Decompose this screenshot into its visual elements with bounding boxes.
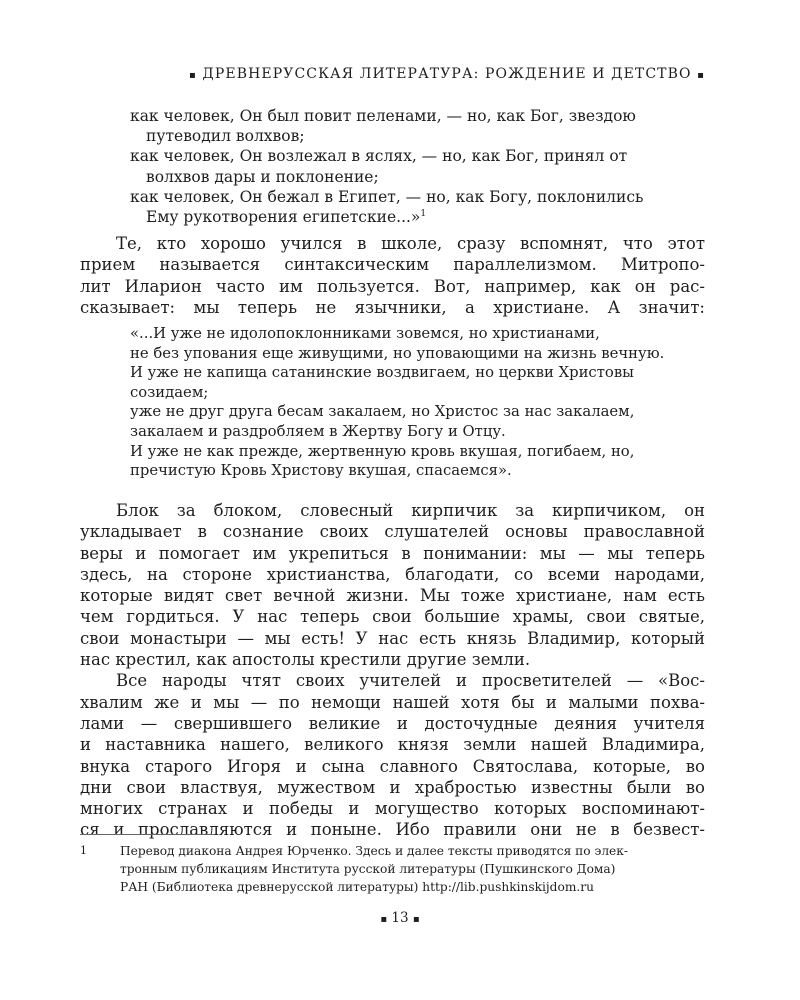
quote-line: как человек, Он возлежал в яслях, — но, как Бог, принял от: [130, 147, 628, 166]
paragraph-line: лами — свершившего великие и досточудные деяния учителя: [80, 713, 705, 733]
header-bullet-left: ▪: [188, 70, 197, 81]
quote-line: уже не друг друга бесам закалаем, но Христос за нас закалаем,: [130, 403, 635, 421]
quote-line: путеводил волхвов;: [146, 127, 305, 146]
footnote-text: [120, 842, 705, 896]
paragraph-line: Блок за блоком, словесный кирпичик за кирпичиком, он: [116, 501, 705, 520]
quote-line: как человек, Он был повит пеленами, — но, как Бог, звездою: [130, 107, 636, 125]
paragraph-2-3: [80, 500, 705, 841]
paragraph-line: чем гордиться. У нас теперь свои большие храмы, свои святые,: [80, 607, 705, 627]
paragraph-line: прием называется синтаксическим параллелизмом. Митропо-: [80, 255, 705, 275]
page-number-bullet-right: ▪: [412, 914, 420, 925]
footnote-divider: [80, 834, 214, 835]
paragraph-line: дни свои властвуя, мужеством и храбростью известны были во: [80, 777, 705, 797]
paragraph-line: Все народы чтят своих учителей и просветителей — «Вос-: [116, 671, 705, 691]
paragraph-line: сказывает: мы теперь не язычники, а христиане. А значит:: [80, 298, 705, 318]
footnote-line: Перевод диакона Андрея Юрченко. Здесь и далее тексты приводятся по элек-: [120, 844, 629, 858]
quote-line: закалаем и раздробляем в Жертву Богу и Отцу.: [130, 422, 506, 440]
paragraph-line: Те, кто хорошо учился в школе, сразу вспомнят, что этот: [116, 234, 705, 253]
quote-block-2: [130, 324, 664, 481]
page-number-value: 13: [391, 910, 409, 926]
page-number-bullet-left: ▪: [380, 914, 388, 925]
footnote-line: тронным публикациям Института русской литературы (Пушкинского Дома): [120, 862, 616, 876]
header-bullet-right: ▪: [697, 70, 705, 81]
quote-line: пречистую Кровь Христову вкушая, спасаемся».: [130, 462, 512, 480]
footnote-number: 1: [80, 844, 87, 857]
paragraph-line: здесь, на стороне христианства, благодати, со всеми народами,: [80, 564, 705, 584]
paragraph-1: [80, 233, 705, 319]
footnote: [80, 842, 705, 896]
quote-line: «...И уже не идолопоклонниками зовемся, но христианами,: [130, 325, 600, 342]
header-title: ДРЕВНЕРУССКАЯ ЛИТЕРАТУРА: РОЖДЕНИЕ И ДЕТСТВО: [202, 66, 692, 82]
paragraph-line: укладывает в сознание своих слушателей основы православной: [80, 522, 705, 542]
paragraph-line: ся и прославляются и поныне. Ибо правили они не в безвест-: [80, 820, 705, 840]
quote-line-last: [130, 207, 643, 227]
paragraph-line: свои монастыри — мы есть! У нас есть князь Владимир, который: [80, 628, 705, 648]
quote-line: созидаем;: [130, 383, 209, 401]
running-header: [170, 66, 705, 82]
quote-line-text: Ему рукотворения египетские...»: [146, 208, 421, 227]
footnote-reference: 1: [420, 208, 427, 219]
paragraph-line-last: нас крестил, как апостолы крестили другие земли.: [80, 650, 531, 670]
quote-line: как человек, Он бежал в Египет, — но, как Богу, поклонились: [130, 187, 644, 206]
paragraph-line: и наставника нашего, великого князя земли нашей Владимира,: [80, 735, 705, 755]
page-number: [0, 910, 800, 926]
paragraph-line: внука старого Игоря и сына славного Святослава, которые, во: [80, 756, 705, 776]
quote-line: волхвов дары и поклонение;: [146, 167, 379, 186]
paragraph-line: лит Иларион часто им пользуется. Вот, например, как он рас-: [80, 276, 705, 296]
footnote-line: РАН (Библиотека древнерусской литературы) http://lib.pushkinskijdom.ru: [120, 880, 594, 894]
quote-line: не без упования еще живущими, но уповающими на жизнь вечную.: [130, 344, 665, 362]
paragraph-line: многих странах и победы и могущество которых воспоминают-: [80, 799, 705, 819]
quote-line: И уже не капища сатанинские воздвигаем, но церкви Христовы: [130, 364, 634, 382]
paragraph-line: которые видят свет вечной жизни. Мы тоже христиане, нам есть: [80, 586, 705, 606]
quote-block-1: [130, 106, 643, 227]
paragraph-line: хвалим же и мы — по немощи нашей хотя бы и малыми похва-: [80, 692, 705, 712]
paragraph-line: веры и помогает им укрепиться в понимании: мы — мы теперь: [80, 543, 705, 563]
quote-line: И уже не как прежде, жертвенную кровь вкушая, погибаем, но,: [130, 442, 635, 460]
